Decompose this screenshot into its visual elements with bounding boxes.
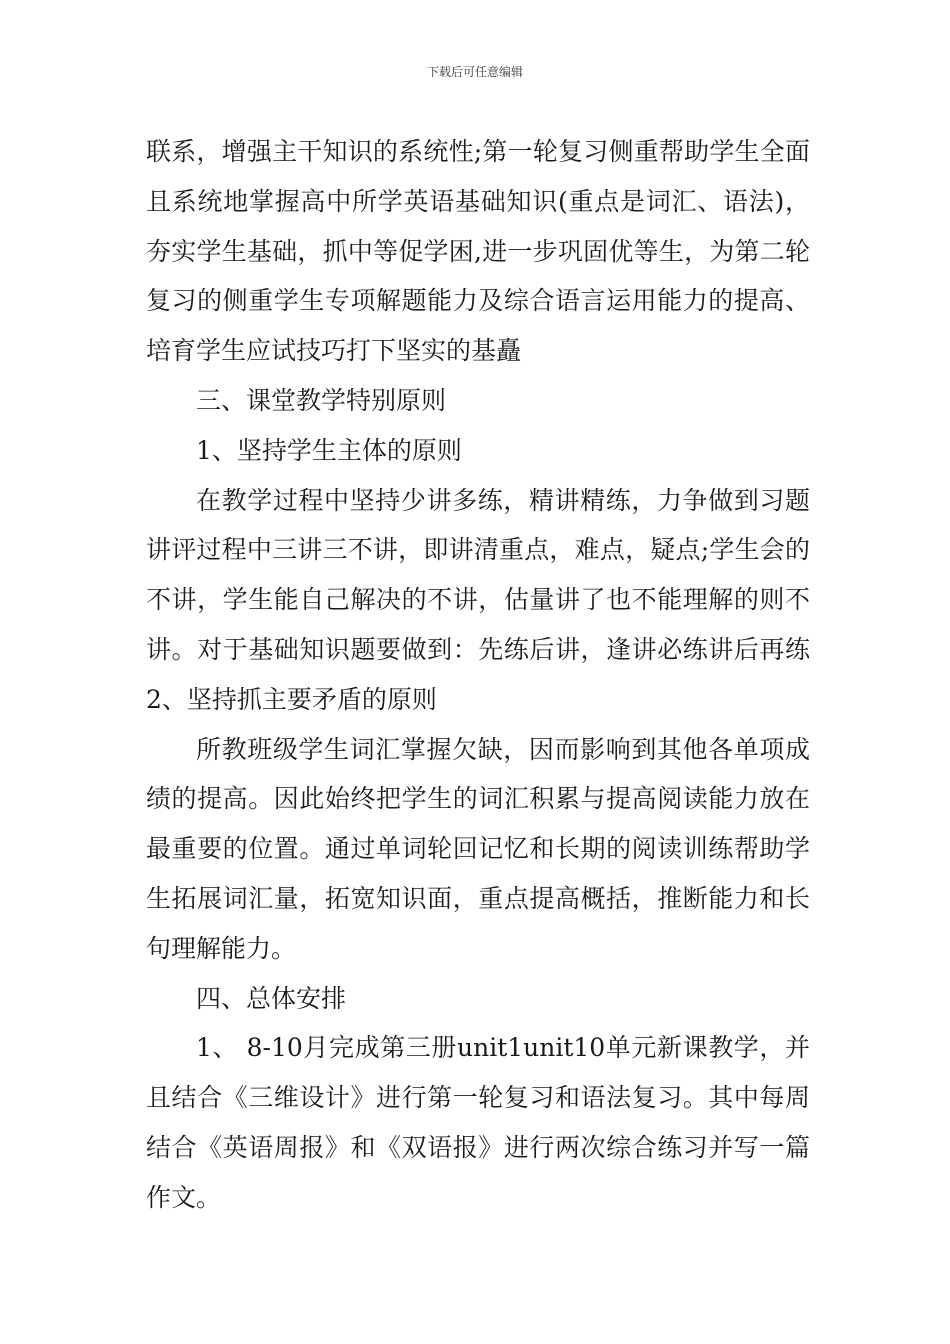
paragraph-continuation: 联系，增强主干知识的系统性;第一轮复习侧重帮助学生全面且系统地掌握高中所学英语基础知识(重点是词汇、语法)，夯实学生基础，抓中等促学困,进一步巩固优等生，为第二轮复习的侧重学生专项解题能力及综合语言运用能力的提高、培育学生应试技巧打下坚实的基矗	[146, 137, 810, 366]
paragraph-vocabulary: 所教班级学生词汇掌握欠缺，因而影响到其他各单项成绩的提高。因此始终把学生的词汇积累与提高阅读能力放在最重要的位置。通过单词轮回记忆和长期的阅读训练帮助学生拓展词汇量，拓宽知识面，重点提高概括，推断能力和长句理解能力。	[146, 734, 810, 963]
subheading-student-centered: 1、坚持学生主体的原则	[196, 435, 462, 465]
document-body	[146, 127, 810, 1223]
page-header: 下载后可任意编辑	[426, 65, 523, 79]
section-heading-3: 三、课堂教学特别原则	[196, 385, 447, 415]
paragraph-teaching-process: 在教学过程中坚持少讲多练，精讲精练，力争做到习题讲评过程中三讲三不讲，即讲清重点，难点，疑点;学生会的不讲，学生能自己解决的不讲，估量讲了也不能理解的则不讲。对于基础知识题要做到：先练后讲，逢讲必练讲后再练2、坚持抓主要矛盾的原则	[146, 485, 810, 714]
section-heading-4: 四、总体安排	[196, 983, 347, 1013]
paragraph-schedule-item-1: 1、 8-10月完成第三册unit1unit10单元新课教学，并且结合《三维设计》进行第一轮复习和语法复习。其中每周结合《英语周报》和《双语报》进行两次综合练习并写一篇作文。	[146, 1033, 810, 1212]
